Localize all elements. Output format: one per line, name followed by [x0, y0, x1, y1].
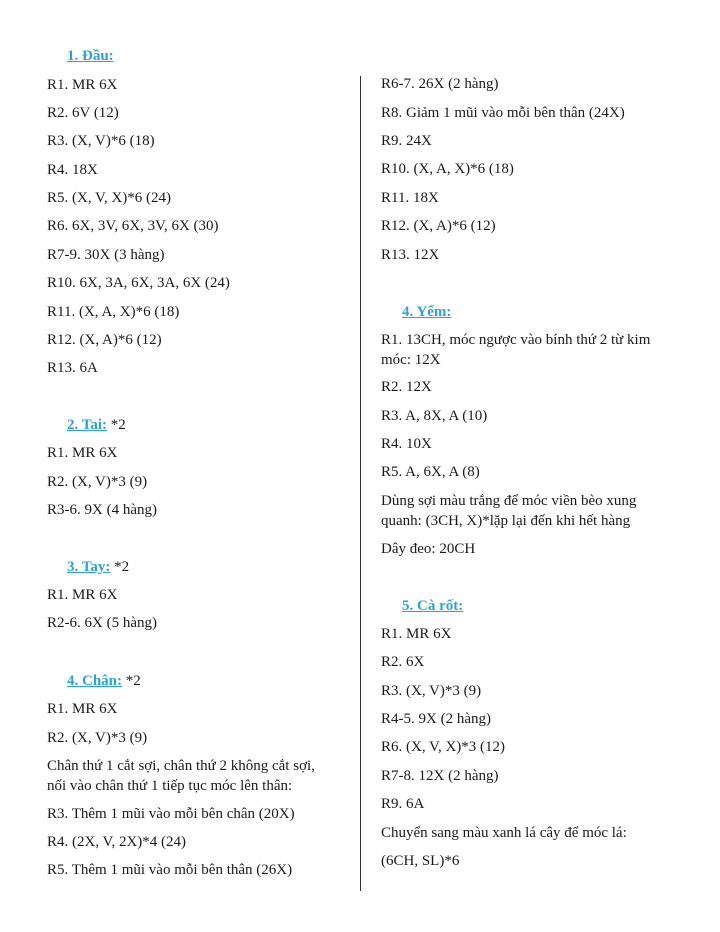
- pattern-row: R2. 6V (12): [47, 105, 119, 121]
- column-divider: [360, 76, 361, 891]
- pattern-row: R9. 24X: [381, 133, 432, 149]
- pattern-row: R8. Giảm 1 mũi vào mỗi bên thân (24X): [381, 105, 625, 121]
- section-heading-dau: 1. Đầu:: [67, 48, 114, 64]
- pattern-row: R2. (X, V)*3 (9): [47, 730, 148, 746]
- pattern-row: R3. Thêm 1 mũi vào mỗi bên chân (20X): [47, 806, 295, 822]
- section-heading-tay: 3. Tay: *2: [67, 559, 130, 575]
- pattern-row: R1. MR 6X: [47, 701, 118, 717]
- pattern-row: R3. A, 8X, A (10): [381, 408, 488, 424]
- pattern-row: (6CH, SL)*6: [381, 853, 460, 869]
- pattern-row: R13. 12X: [381, 247, 440, 263]
- pattern-row: R1. MR 6X: [47, 445, 118, 461]
- pattern-row: R2. (X, V)*3 (9): [47, 474, 148, 490]
- pattern-row: R10. 6X, 3A, 6X, 3A, 6X (24): [47, 275, 230, 291]
- pattern-row: R4. 10X: [381, 436, 432, 452]
- section-heading-carot: 5. Cà rốt:: [402, 598, 464, 614]
- section-heading-yem: 4. Yếm:: [402, 304, 452, 320]
- pattern-row: R12. (X, A)*6 (12): [381, 218, 496, 234]
- pattern-row: R9. 6A: [381, 796, 425, 812]
- section-heading-tai: 2. Tai: *2: [67, 417, 126, 433]
- pattern-row: R5. Thêm 1 mũi vào mỗi bên thân (26X): [47, 862, 293, 878]
- pattern-row: R11. (X, A, X)*6 (18): [47, 304, 180, 320]
- pattern-row: R3-6. 9X (4 hàng): [47, 502, 157, 518]
- pattern-row: R5. A, 6X, A (8): [381, 464, 480, 480]
- pattern-row: R6. 6X, 3V, 6X, 3V, 6X (30): [47, 218, 219, 234]
- pattern-row: R7-9. 30X (3 hàng): [47, 247, 165, 263]
- pattern-row: R1. MR 6X: [47, 587, 118, 603]
- pattern-row: R2. 12X: [381, 379, 432, 395]
- instruction-note: Chuyển sang màu xanh lá cây để móc lá:: [381, 825, 627, 841]
- pattern-row: R5. (X, V, X)*6 (24): [47, 190, 172, 206]
- pattern-row: R3. (X, V)*3 (9): [381, 683, 482, 699]
- pattern-row: R4-5. 9X (2 hàng): [381, 711, 491, 727]
- pattern-row: R1. MR 6X: [381, 626, 452, 642]
- pattern-row: R6-7. 26X (2 hàng): [381, 76, 499, 92]
- pattern-row: R11. 18X: [381, 190, 439, 206]
- pattern-row: R6. (X, V, X)*3 (12): [381, 739, 506, 755]
- pattern-row: R4. (2X, V, 2X)*4 (24): [47, 834, 187, 850]
- pattern-row: R2. 6X: [381, 654, 425, 670]
- pattern-row: R1. 13CH, móc ngược vào bính thứ 2 từ kim móc: 12X: [381, 332, 651, 368]
- pattern-row: R2-6. 6X (5 hàng): [47, 615, 157, 631]
- pattern-row: R3. (X, V)*6 (18): [47, 133, 155, 149]
- pattern-row: R7-8. 12X (2 hàng): [381, 768, 499, 784]
- pattern-row: R4. 18X: [47, 162, 98, 178]
- section-heading-chan: 4. Chân: *2: [67, 673, 141, 689]
- instruction-note: Dùng sợi màu trắng để móc viền bèo xung quanh: (3CH, X)*lặp lại đến khi hết hàng: [381, 493, 637, 529]
- strap-note: Dây đeo: 20CH: [381, 541, 476, 557]
- instruction-note: Chân thứ 1 cắt sợi, chân thứ 2 không cắt sợi, nối vào chân thứ 1 tiếp tục móc lên thân:: [47, 758, 315, 794]
- pattern-row: R10. (X, A, X)*6 (18): [381, 161, 514, 177]
- pattern-row: R13. 6A: [47, 360, 98, 376]
- pattern-row: R12. (X, A)*6 (12): [47, 332, 162, 348]
- pattern-row: R1. MR 6X: [47, 77, 118, 93]
